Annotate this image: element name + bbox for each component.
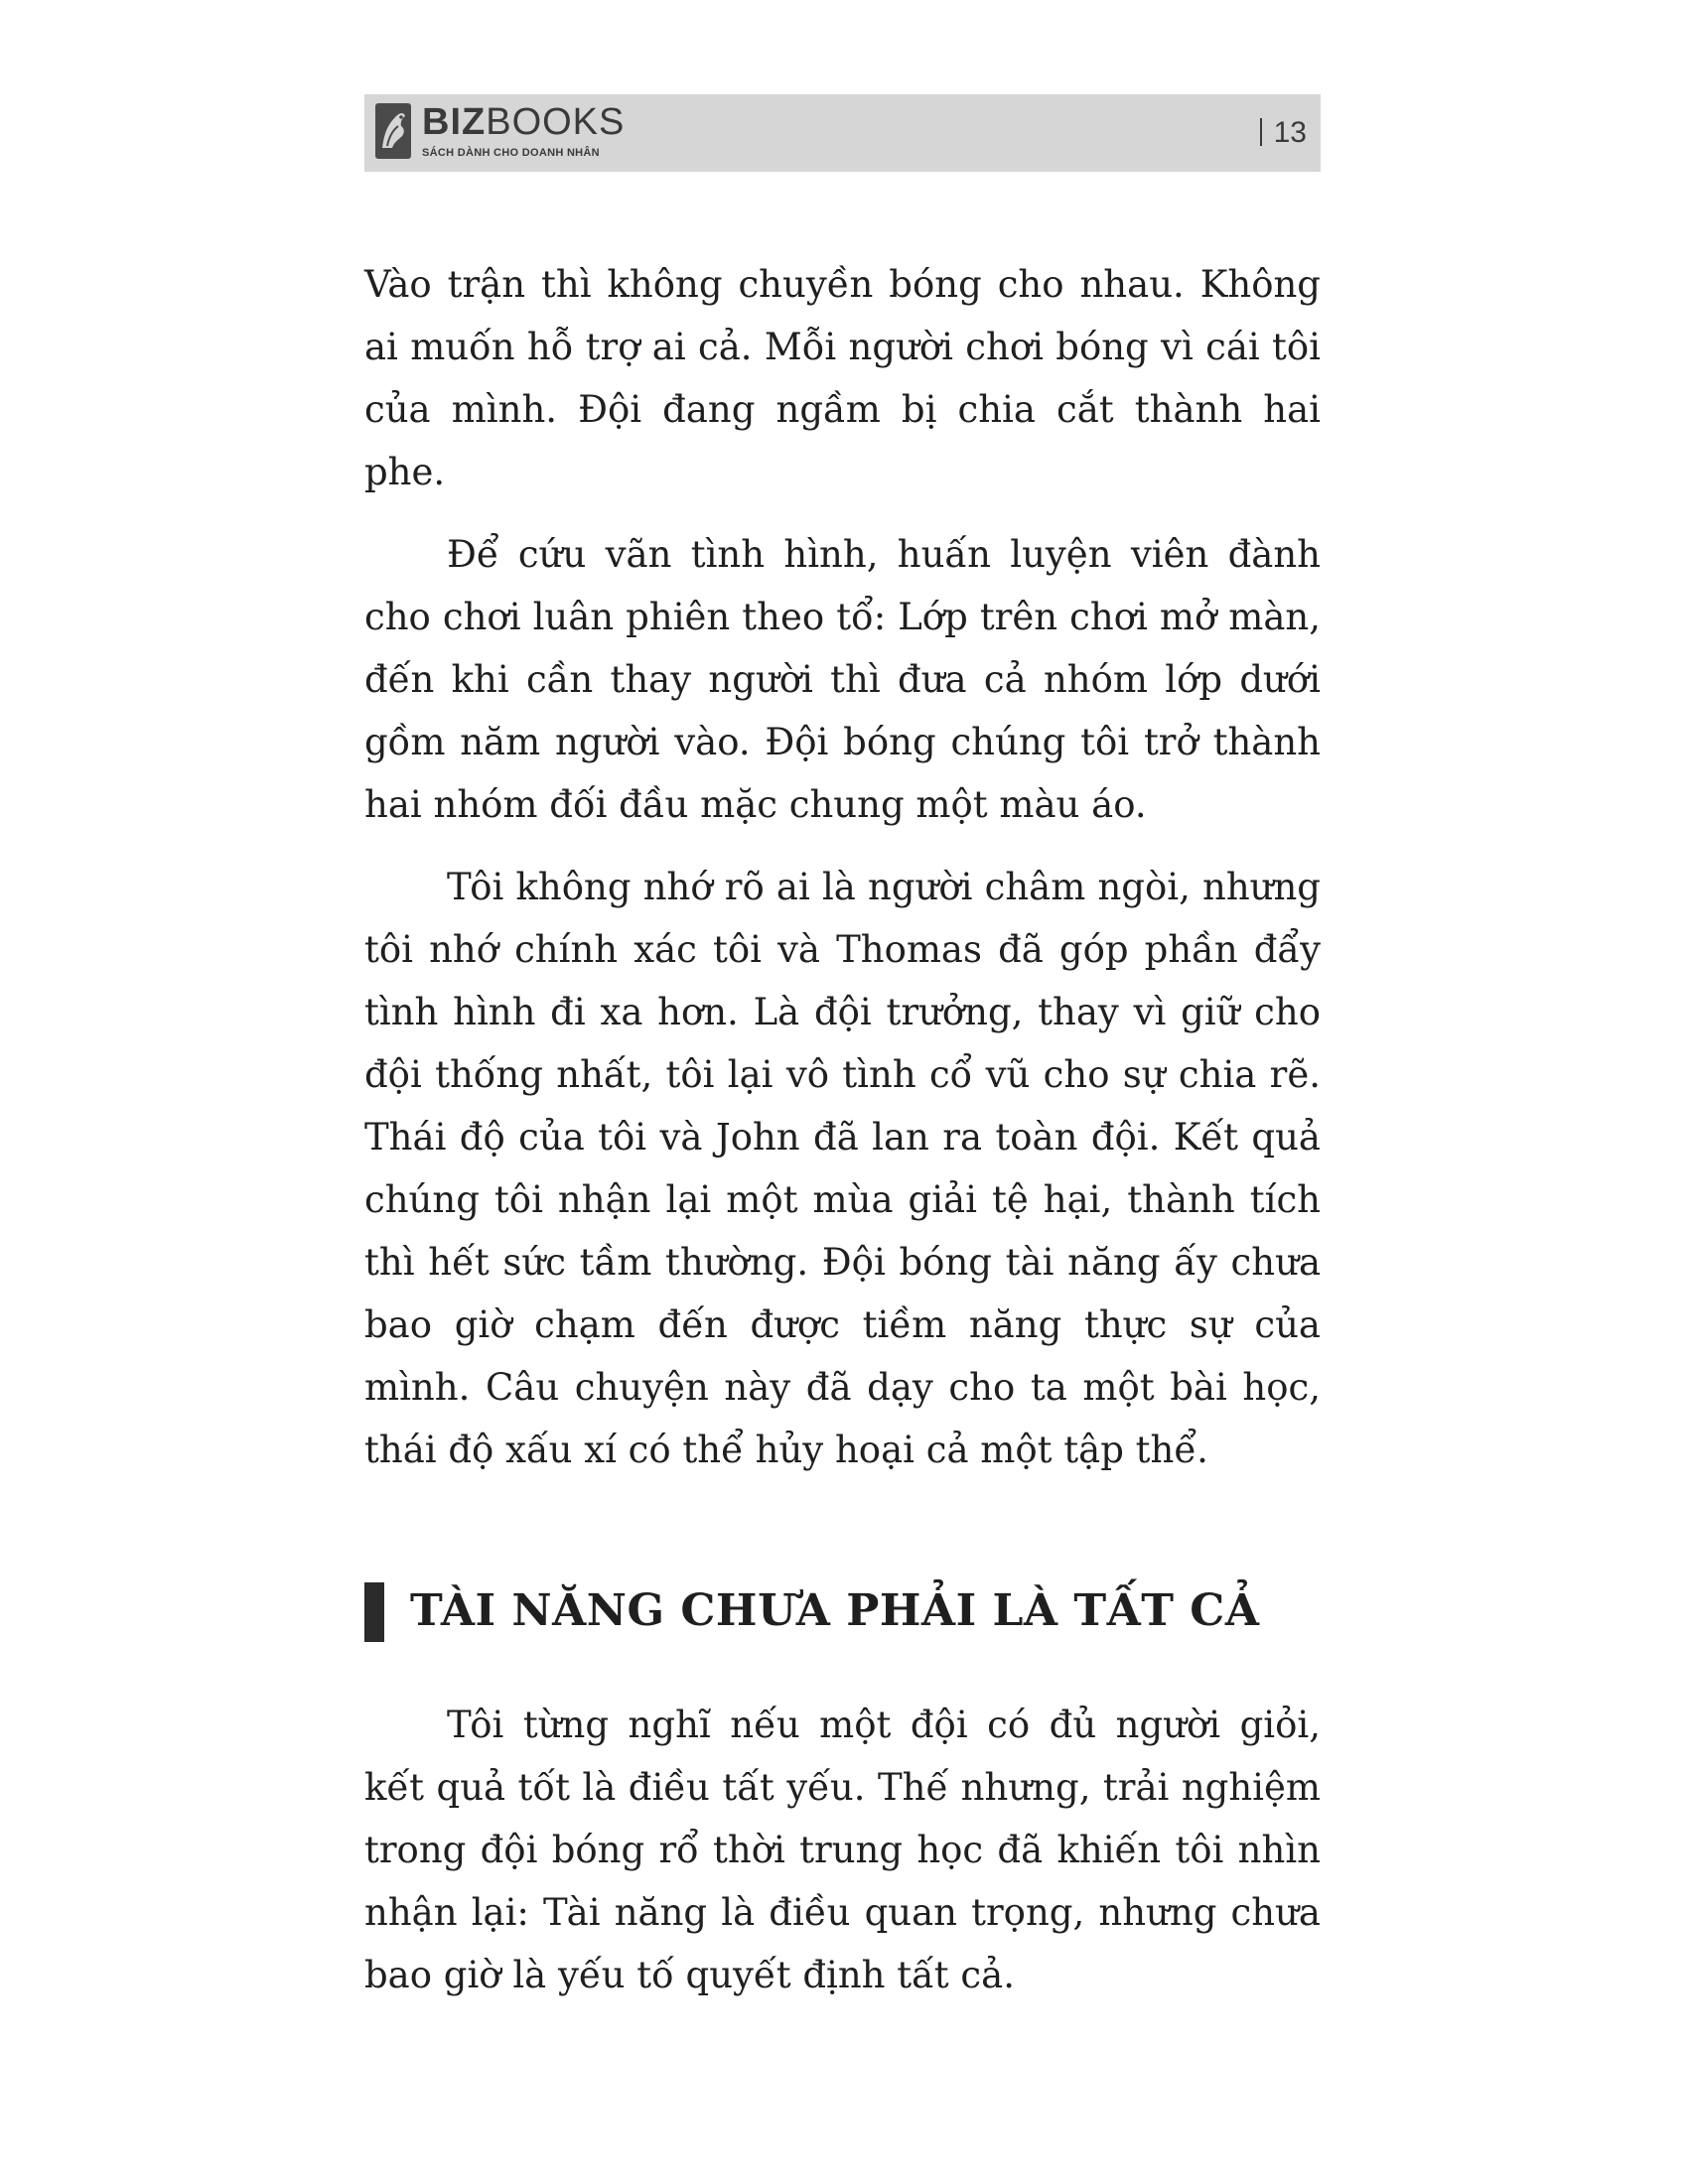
body-paragraph: Vào trận thì không chuyền bóng cho nhau. Không ai muốn hỗ trợ ai cả. Mỗi người chơi bóng vì cái tôi của mình. Đội đang ngầm bị chia cắt thành hai phe. bbox=[364, 263, 1321, 493]
section-heading bbox=[364, 1578, 1321, 1642]
page-number: 13 bbox=[1260, 116, 1307, 150]
page-body bbox=[364, 253, 1321, 2026]
bizbooks-logo-icon bbox=[374, 102, 412, 160]
brand-tagline: SÁCH DÀNH CHO DOANH NHÂN bbox=[422, 147, 600, 159]
brand-wordmark: BIZBOOKS bbox=[422, 101, 626, 143]
body-paragraph: Để cứu vãn tình hình, huấn luyện viên đành cho chơi luân phiên theo tổ: Lớp trên chơi mở màn, đến khi cần thay người thì đưa cả nhóm lớp dưới gồm năm người vào. Đội bóng chúng tôi trở thành hai nhóm đối đầu mặc chung một màu áo. bbox=[364, 533, 1321, 826]
section-heading-bar bbox=[364, 1582, 384, 1642]
body-paragraph: Tôi từng nghĩ nếu một đội có đủ người giỏi, kết quả tốt là điều tất yếu. Thế nhưng, trải nghiệm trong đội bóng rổ thời trung học đã khiến tôi nhìn nhận lại: Tài năng là điều quan trọng, nhưng chưa bao giờ là yếu tố quyết định tất cả. bbox=[364, 1704, 1321, 1996]
running-header bbox=[364, 94, 1321, 172]
body-paragraph: Tôi không nhớ rõ ai là người châm ngòi, nhưng tôi nhớ chính xác tôi và Thomas đã góp phần đẩy tình hình đi xa hơn. Là đội trưởng, thay vì giữ cho đội thống nhất, tôi lại vô tình cổ vũ cho sự chia rẽ. Thái độ của tôi và John đã lan ra toàn đội. Kết quả chúng tôi nhận lại một mùa giải tệ hại, thành tích thì hết sức tầm thường. Đội bóng tài năng ấy chưa bao giờ chạm đến được tiềm năng thực sự của mình. Câu chuyện này đã dạy cho ta một bài học, thái độ xấu xí có thể hủy hoại cả một tập thể. bbox=[364, 866, 1321, 1471]
page-number-divider bbox=[1260, 118, 1262, 146]
section-heading-text: TÀI NĂNG CHƯA PHẢI LÀ TẤT CẢ bbox=[410, 1585, 1260, 1636]
